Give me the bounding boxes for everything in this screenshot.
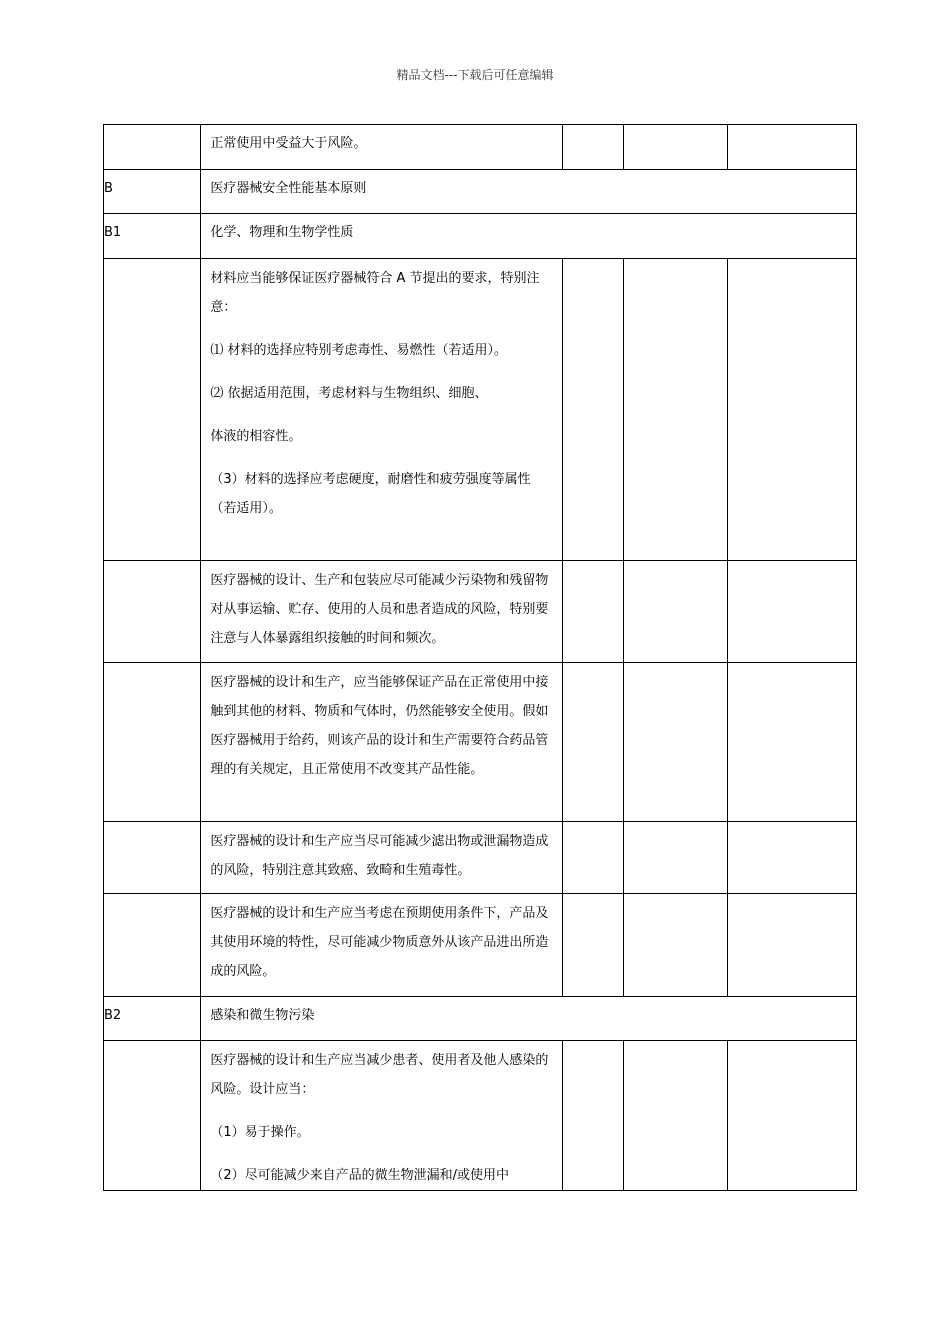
table-row xyxy=(104,1041,857,1191)
check-cell xyxy=(624,125,728,170)
requirement-text: 医疗器械的设计和生产，应当能够保证产品在正常使用中接触到其他的材料、物质和气体时，仍然能够安全使用。假如医疗器械用于给药，则该产品的设计和生产需要符合药品管理的有关规定，且正常使用不改变其产品性能。 xyxy=(210,675,549,777)
requirement-cell xyxy=(201,1041,562,1191)
check-cell xyxy=(728,125,857,170)
requirement-text: ⑴ 材料的选择应特别考虑毒性、易燃性（若适用）。 xyxy=(210,343,508,358)
requirement-cell xyxy=(201,561,562,663)
section-row xyxy=(104,214,857,259)
table-row xyxy=(104,894,857,997)
code-cell xyxy=(104,894,201,997)
code-cell: B xyxy=(104,170,201,214)
check-cell xyxy=(624,894,728,997)
table-row xyxy=(104,663,857,822)
section-title-cell xyxy=(201,214,857,259)
check-cell xyxy=(728,1041,857,1191)
check-cell xyxy=(562,822,623,894)
requirement-text: 医疗器械的设计和生产应当尽可能减少滤出物或泄漏物造成的风险，特别注意其致癌、致畸和生殖毒性。 xyxy=(210,834,549,878)
table-row xyxy=(104,125,857,170)
check-cell xyxy=(624,663,728,822)
requirement-text: 医疗器械的设计和生产应当考虑在预期使用条件下，产品及其使用环境的特性，尽可能减少物质意外从该产品进出所造成的风险。 xyxy=(210,906,549,979)
code-cell xyxy=(104,1041,201,1191)
check-cell xyxy=(562,894,623,997)
section-title-cell xyxy=(201,170,857,214)
section-title-cell xyxy=(201,997,857,1041)
page-header: 精品文档---下载后可任意编辑 xyxy=(396,68,554,82)
requirement-text: （3）材料的选择应考虑硬度，耐磨性和疲劳强度等属性（若适用）。 xyxy=(210,472,531,516)
requirement-text: （1）易于操作。 xyxy=(210,1125,310,1140)
code-cell xyxy=(104,822,201,894)
requirement-cell xyxy=(201,822,562,894)
check-cell xyxy=(562,259,623,561)
check-cell xyxy=(728,894,857,997)
section-title: 感染和微生物污染 xyxy=(210,1008,315,1023)
section-title: 医疗器械安全性能基本原则 xyxy=(210,181,367,196)
table-row xyxy=(104,259,857,561)
check-cell xyxy=(624,822,728,894)
requirement-text: （2）尽可能减少来自产品的微生物泄漏和/或使用中 xyxy=(210,1168,510,1183)
requirement-cell xyxy=(201,125,562,170)
code-cell xyxy=(104,259,201,561)
code-cell xyxy=(104,125,201,170)
requirement-text: 正常使用中受益大于风险。 xyxy=(210,136,367,151)
table-row xyxy=(104,822,857,894)
requirement-text: ⑵ 依据适用范围，考虑材料与生物组织、细胞、 xyxy=(210,386,488,401)
check-cell xyxy=(562,663,623,822)
section-row xyxy=(104,170,857,214)
table-row xyxy=(104,561,857,663)
check-cell xyxy=(728,561,857,663)
requirement-cell xyxy=(201,259,562,561)
check-cell xyxy=(728,663,857,822)
check-cell xyxy=(624,259,728,561)
requirements-table xyxy=(103,124,857,1191)
requirement-text: 医疗器械的设计和生产应当减少患者、使用者及他人感染的风险。设计应当： xyxy=(210,1053,549,1097)
section-row xyxy=(104,997,857,1041)
check-cell xyxy=(562,1041,623,1191)
code-cell xyxy=(104,663,201,822)
requirement-text: 医疗器械的设计、生产和包装应尽可能减少污染物和残留物对从事运输、贮存、使用的人员和患者造成的风险，特别要注意与人体暴露组织接触的时间和频次。 xyxy=(210,573,549,646)
check-cell xyxy=(624,1041,728,1191)
requirement-cell xyxy=(201,894,562,997)
requirement-cell xyxy=(201,663,562,822)
check-cell xyxy=(562,561,623,663)
section-title: 化学、物理和生物学性质 xyxy=(210,225,354,240)
code-cell: B1 xyxy=(104,214,201,259)
check-cell xyxy=(624,561,728,663)
check-cell xyxy=(728,822,857,894)
code-cell xyxy=(104,561,201,663)
requirement-text: 体液的相容性。 xyxy=(210,429,302,444)
requirement-text: 材料应当能够保证医疗器械符合 A 节提出的要求，特别注意： xyxy=(210,271,540,315)
code-cell: B2 xyxy=(104,997,201,1041)
check-cell xyxy=(562,125,623,170)
check-cell xyxy=(728,259,857,561)
